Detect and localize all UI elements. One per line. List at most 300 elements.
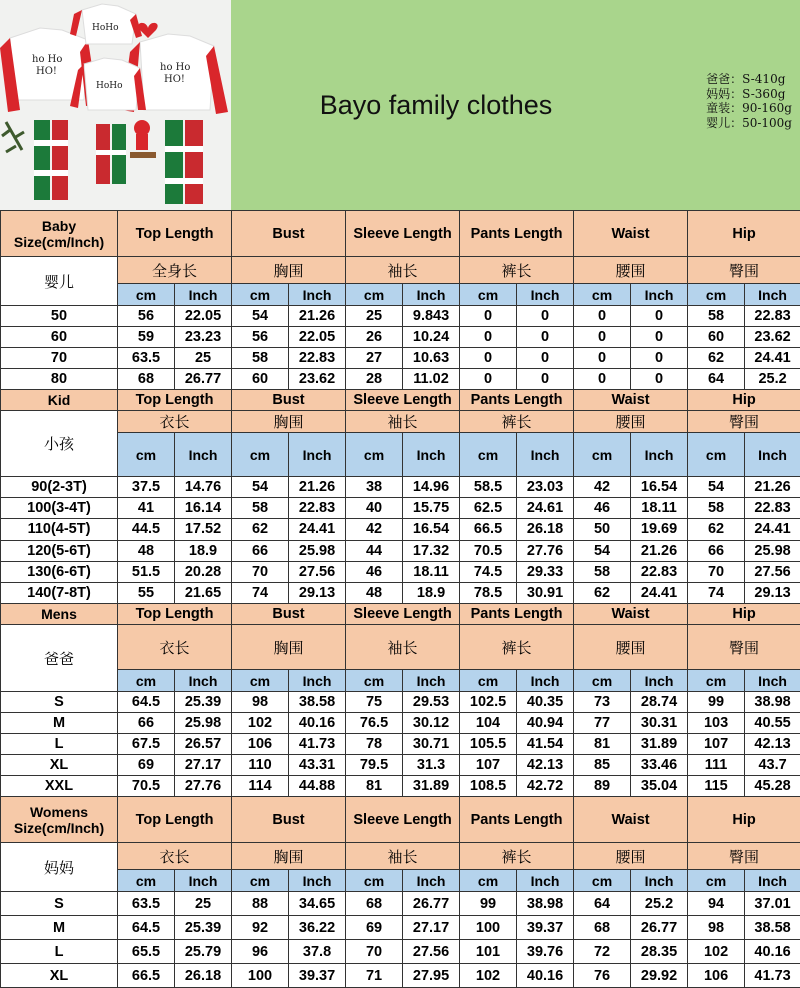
size-value: 55 [118, 582, 175, 603]
size-value: 35.04 [631, 776, 688, 797]
size-value: 96 [232, 940, 289, 964]
column-header-hip: Hip [688, 390, 800, 411]
size-label: S [1, 692, 118, 713]
size-value: 89 [574, 776, 631, 797]
size-value: 25.98 [745, 540, 800, 561]
size-value: 88 [232, 892, 289, 916]
size-value: 39.37 [289, 964, 346, 988]
size-value: 98 [688, 916, 745, 940]
column-header-pants-length: Pants Length [460, 390, 574, 411]
size-value: 98 [232, 692, 289, 713]
size-value: 14.96 [403, 477, 460, 498]
column-header-cn-sleeve: 袖长 [346, 625, 460, 670]
size-value: 42.72 [517, 776, 574, 797]
size-value: 21.26 [745, 477, 800, 498]
size-value: 22.83 [745, 498, 800, 519]
size-value: 43.31 [289, 755, 346, 776]
size-value: 17.32 [403, 540, 460, 561]
unit-cm: cm [232, 284, 289, 306]
size-value: 66 [232, 540, 289, 561]
size-value: 102.5 [460, 692, 517, 713]
size-value: 18.11 [631, 498, 688, 519]
size-value: 40.16 [517, 964, 574, 988]
size-value: 99 [460, 892, 517, 916]
size-value: 100 [232, 964, 289, 988]
size-value: 94 [688, 892, 745, 916]
column-header-cn-bust: 胸围 [232, 411, 346, 433]
unit-cm: cm [574, 670, 631, 692]
size-value: 62.5 [460, 498, 517, 519]
baby-category-label: Baby Size(cm/Inch) [1, 211, 118, 257]
unit-cm: cm [346, 670, 403, 692]
size-value: 28.35 [631, 940, 688, 964]
column-header-waist: Waist [574, 604, 688, 625]
size-value: 62 [688, 348, 745, 369]
unit-inch: Inch [745, 870, 800, 892]
size-value: 0 [517, 327, 574, 348]
womens-category-label: Womens Size(cm/Inch) [1, 797, 118, 843]
column-header-bust: Bust [232, 604, 346, 625]
unit-cm: cm [460, 870, 517, 892]
column-header-cn-first: 全身长 [118, 257, 232, 284]
unit-inch: Inch [403, 670, 460, 692]
size-value: 69 [346, 916, 403, 940]
size-value: 0 [574, 306, 631, 327]
size-value: 64.5 [118, 916, 175, 940]
size-label: L [1, 734, 118, 755]
size-label: 130(6-6T) [1, 561, 118, 582]
size-value: 18.9 [175, 540, 232, 561]
size-label: 140(7-8T) [1, 582, 118, 603]
size-value: 0 [631, 369, 688, 390]
size-value: 9.843 [403, 306, 460, 327]
size-label: 80 [1, 369, 118, 390]
size-value: 58 [688, 306, 745, 327]
size-value: 75 [346, 692, 403, 713]
size-value: 103 [688, 713, 745, 734]
size-value: 11.02 [403, 369, 460, 390]
size-value: 28 [346, 369, 403, 390]
size-value: 40.16 [289, 713, 346, 734]
unit-inch: Inch [289, 433, 346, 477]
size-value: 24.41 [745, 519, 800, 540]
size-value: 74 [688, 582, 745, 603]
unit-cm: cm [346, 870, 403, 892]
unit-cm: cm [118, 433, 175, 477]
column-header-bust: Bust [232, 211, 346, 257]
kid-unit-row [1, 433, 800, 477]
size-value: 59 [118, 327, 175, 348]
size-value: 46 [346, 561, 403, 582]
size-value: 77 [574, 713, 631, 734]
size-value: 21.26 [631, 540, 688, 561]
mens-header-en [1, 604, 800, 625]
size-value: 76 [574, 964, 631, 988]
womens-header-en [1, 797, 800, 843]
size-value: 44 [346, 540, 403, 561]
size-value: 44.5 [118, 519, 175, 540]
size-value: 70 [232, 561, 289, 582]
unit-inch: Inch [631, 670, 688, 692]
size-value: 66 [118, 713, 175, 734]
size-value: 58 [232, 498, 289, 519]
size-value: 29.13 [289, 582, 346, 603]
svg-text:HoHo: HoHo [92, 23, 119, 33]
unit-inch: Inch [289, 284, 346, 306]
size-value: 16.14 [175, 498, 232, 519]
size-value: 102 [460, 964, 517, 988]
size-value: 25 [346, 306, 403, 327]
unit-cm: cm [118, 284, 175, 306]
size-value: 105.5 [460, 734, 517, 755]
column-header-waist: Waist [574, 390, 688, 411]
column-header-bust: Bust [232, 390, 346, 411]
unit-cm: cm [460, 670, 517, 692]
table-row [1, 561, 800, 582]
size-value: 66.5 [460, 519, 517, 540]
unit-inch: Inch [517, 870, 574, 892]
size-value: 26 [346, 327, 403, 348]
size-label: XXL [1, 776, 118, 797]
size-value: 58 [688, 498, 745, 519]
size-value: 68 [346, 892, 403, 916]
baby-header-en [1, 211, 800, 257]
size-value: 37.5 [118, 477, 175, 498]
size-label: 100(3-4T) [1, 498, 118, 519]
size-value: 64.5 [118, 692, 175, 713]
column-header-waist: Waist [574, 211, 688, 257]
size-value: 27.76 [175, 776, 232, 797]
size-value: 73 [574, 692, 631, 713]
unit-cm: cm [688, 433, 745, 477]
size-value: 60 [688, 327, 745, 348]
table-row [1, 964, 800, 988]
column-header-cn-pants: 裤长 [460, 625, 574, 670]
size-value: 0 [517, 306, 574, 327]
unit-cm: cm [574, 870, 631, 892]
size-label: S [1, 892, 118, 916]
column-header-hip: Hip [688, 604, 800, 625]
column-header-cn-waist: 腰围 [574, 843, 688, 870]
size-value: 85 [574, 755, 631, 776]
banner-title: Bayo family clothes [231, 0, 641, 210]
column-header-cn-sleeve: 袖长 [346, 843, 460, 870]
size-value: 29.13 [745, 582, 800, 603]
column-header-sleeve-length: Sleeve Length [346, 211, 460, 257]
column-header-sleeve-length: Sleeve Length [346, 390, 460, 411]
size-value: 81 [574, 734, 631, 755]
product-photo [0, 0, 231, 210]
size-value: 50 [574, 519, 631, 540]
column-header-cn-pants: 裤长 [460, 411, 574, 433]
table-row [1, 713, 800, 734]
unit-cm: cm [688, 870, 745, 892]
size-value: 26.77 [175, 369, 232, 390]
weight-mom: 妈妈：S-360g [706, 87, 792, 102]
size-value: 70.5 [460, 540, 517, 561]
size-value: 25.2 [631, 892, 688, 916]
size-value: 76.5 [346, 713, 403, 734]
size-value: 65.5 [118, 940, 175, 964]
column-header-sleeve-length: Sleeve Length [346, 604, 460, 625]
column-header-cn-bust: 胸围 [232, 843, 346, 870]
table-row [1, 369, 800, 390]
table-row [1, 734, 800, 755]
column-header-sleeve-length: Sleeve Length [346, 797, 460, 843]
column-header-pants-length: Pants Length [460, 797, 574, 843]
unit-inch: Inch [631, 284, 688, 306]
size-value: 62 [688, 519, 745, 540]
unit-inch: Inch [631, 433, 688, 477]
unit-cm: cm [118, 870, 175, 892]
size-value: 67.5 [118, 734, 175, 755]
unit-inch: Inch [517, 284, 574, 306]
size-value: 19.69 [631, 519, 688, 540]
unit-inch: Inch [631, 870, 688, 892]
size-value: 21.65 [175, 582, 232, 603]
size-value: 31.3 [403, 755, 460, 776]
column-header-pants-length: Pants Length [460, 211, 574, 257]
table-row [1, 940, 800, 964]
table-row [1, 755, 800, 776]
unit-inch: Inch [175, 433, 232, 477]
column-header-top-length: Top Length [118, 211, 232, 257]
size-value: 0 [631, 348, 688, 369]
size-value: 26.77 [403, 892, 460, 916]
size-value: 40.94 [517, 713, 574, 734]
size-value: 51.5 [118, 561, 175, 582]
size-value: 74.5 [460, 561, 517, 582]
size-value: 27.17 [403, 916, 460, 940]
size-value: 33.46 [631, 755, 688, 776]
size-value: 25.98 [175, 713, 232, 734]
size-value: 108.5 [460, 776, 517, 797]
size-value: 0 [460, 327, 517, 348]
mens-cn-label: 爸爸 [1, 625, 118, 692]
table-row [1, 582, 800, 603]
size-value: 56 [118, 306, 175, 327]
weight-kids: 童装：90-160g [706, 101, 792, 116]
unit-cm: cm [574, 433, 631, 477]
size-value: 62 [232, 519, 289, 540]
column-header-pants-length: Pants Length [460, 604, 574, 625]
size-value: 74 [232, 582, 289, 603]
size-value: 27 [346, 348, 403, 369]
size-value: 39.76 [517, 940, 574, 964]
size-value: 31.89 [631, 734, 688, 755]
size-value: 37.8 [289, 940, 346, 964]
womens-header-cn [1, 843, 800, 870]
column-header-cn-hip: 臀围 [688, 257, 800, 284]
size-value: 37.01 [745, 892, 800, 916]
column-header-top-length: Top Length [118, 390, 232, 411]
unit-inch: Inch [517, 433, 574, 477]
size-value: 63.5 [118, 348, 175, 369]
column-header-cn-waist: 腰围 [574, 411, 688, 433]
size-value: 72 [574, 940, 631, 964]
size-value: 62 [574, 582, 631, 603]
size-value: 69 [118, 755, 175, 776]
size-value: 29.33 [517, 561, 574, 582]
column-header-cn-bust: 胸围 [232, 257, 346, 284]
kid-header-cn [1, 411, 800, 433]
size-value: 99 [688, 692, 745, 713]
size-value: 0 [460, 369, 517, 390]
unit-inch: Inch [289, 670, 346, 692]
size-value: 44.88 [289, 776, 346, 797]
size-value: 29.53 [403, 692, 460, 713]
size-value: 0 [574, 327, 631, 348]
size-value: 115 [688, 776, 745, 797]
size-value: 45.28 [745, 776, 800, 797]
column-header-cn-bust: 胸围 [232, 625, 346, 670]
size-value: 71 [346, 964, 403, 988]
baby-cn-label: 婴儿 [1, 257, 118, 306]
mens-header-cn [1, 625, 800, 670]
size-label: 60 [1, 327, 118, 348]
size-value: 0 [631, 306, 688, 327]
size-value: 10.24 [403, 327, 460, 348]
unit-inch: Inch [289, 870, 346, 892]
size-value: 64 [574, 892, 631, 916]
size-value: 63.5 [118, 892, 175, 916]
size-value: 17.52 [175, 519, 232, 540]
size-value: 31.89 [403, 776, 460, 797]
size-value: 27.95 [403, 964, 460, 988]
size-value: 102 [688, 940, 745, 964]
size-value: 48 [118, 540, 175, 561]
unit-cm: cm [460, 284, 517, 306]
kid-category-label: Kid [1, 390, 118, 411]
unit-inch: Inch [517, 670, 574, 692]
size-value: 25.2 [745, 369, 800, 390]
size-value: 106 [232, 734, 289, 755]
table-row [1, 892, 800, 916]
size-value: 102 [232, 713, 289, 734]
size-value: 70 [688, 561, 745, 582]
table-row [1, 916, 800, 940]
size-value: 0 [517, 369, 574, 390]
size-value: 54 [232, 306, 289, 327]
size-value: 25 [175, 348, 232, 369]
column-header-waist: Waist [574, 797, 688, 843]
column-header-cn-first: 衣长 [118, 411, 232, 433]
size-value: 58 [232, 348, 289, 369]
unit-inch: Inch [175, 670, 232, 692]
size-label: 70 [1, 348, 118, 369]
size-table [0, 210, 800, 988]
size-value: 22.05 [289, 327, 346, 348]
shirt-adult-left [0, 28, 98, 112]
column-header-cn-pants: 裤长 [460, 843, 574, 870]
size-value: 22.05 [175, 306, 232, 327]
size-value: 40.55 [745, 713, 800, 734]
unit-cm: cm [232, 433, 289, 477]
size-value: 38 [346, 477, 403, 498]
size-value: 24.41 [745, 348, 800, 369]
column-header-top-length: Top Length [118, 797, 232, 843]
unit-cm: cm [688, 670, 745, 692]
kid-header-en [1, 390, 800, 411]
column-header-top-length: Top Length [118, 604, 232, 625]
mens-unit-row [1, 670, 800, 692]
size-value: 68 [574, 916, 631, 940]
size-value: 28.74 [631, 692, 688, 713]
size-value: 41 [118, 498, 175, 519]
unit-inch: Inch [745, 433, 800, 477]
unit-cm: cm [688, 284, 745, 306]
unit-inch: Inch [403, 284, 460, 306]
size-value: 40 [346, 498, 403, 519]
size-value: 79.5 [346, 755, 403, 776]
size-value: 16.54 [403, 519, 460, 540]
size-value: 10.63 [403, 348, 460, 369]
size-value: 114 [232, 776, 289, 797]
table-row [1, 776, 800, 797]
size-value: 100 [460, 916, 517, 940]
size-value: 20.28 [175, 561, 232, 582]
kid-cn-label: 小孩 [1, 411, 118, 477]
column-header-cn-sleeve: 袖长 [346, 257, 460, 284]
size-value: 81 [346, 776, 403, 797]
svg-text:HoHo: HoHo [96, 81, 123, 91]
size-label: XL [1, 755, 118, 776]
size-value: 40.16 [745, 940, 800, 964]
size-value: 41.73 [289, 734, 346, 755]
size-label: 50 [1, 306, 118, 327]
size-value: 111 [688, 755, 745, 776]
size-value: 58.5 [460, 477, 517, 498]
weight-list [706, 72, 792, 130]
size-value: 23.62 [745, 327, 800, 348]
size-value: 64 [688, 369, 745, 390]
size-value: 23.23 [175, 327, 232, 348]
unit-inch: Inch [175, 870, 232, 892]
size-value: 78.5 [460, 582, 517, 603]
size-label: M [1, 713, 118, 734]
size-value: 54 [574, 540, 631, 561]
size-label: L [1, 940, 118, 964]
size-label: 110(4-5T) [1, 519, 118, 540]
column-header-cn-hip: 臀围 [688, 843, 800, 870]
size-value: 107 [688, 734, 745, 755]
size-value: 42.13 [517, 755, 574, 776]
size-value: 48 [346, 582, 403, 603]
unit-cm: cm [346, 284, 403, 306]
size-value: 30.12 [403, 713, 460, 734]
size-value: 22.83 [631, 561, 688, 582]
size-value: 101 [460, 940, 517, 964]
size-value: 24.41 [631, 582, 688, 603]
unit-cm: cm [574, 284, 631, 306]
weight-baby: 婴儿：50-100g [706, 116, 792, 131]
size-value: 41.73 [745, 964, 800, 988]
size-value: 110 [232, 755, 289, 776]
size-value: 27.56 [403, 940, 460, 964]
svg-text:HO!: HO! [36, 66, 57, 77]
size-value: 40.35 [517, 692, 574, 713]
size-value: 25.79 [175, 940, 232, 964]
size-value: 30.71 [403, 734, 460, 755]
unit-cm: cm [232, 870, 289, 892]
size-value: 22.83 [289, 498, 346, 519]
size-value: 29.92 [631, 964, 688, 988]
size-value: 38.98 [517, 892, 574, 916]
size-value: 24.41 [289, 519, 346, 540]
table-row [1, 477, 800, 498]
column-header-cn-hip: 臀围 [688, 411, 800, 433]
svg-text:ho Ho: ho Ho [160, 62, 190, 73]
